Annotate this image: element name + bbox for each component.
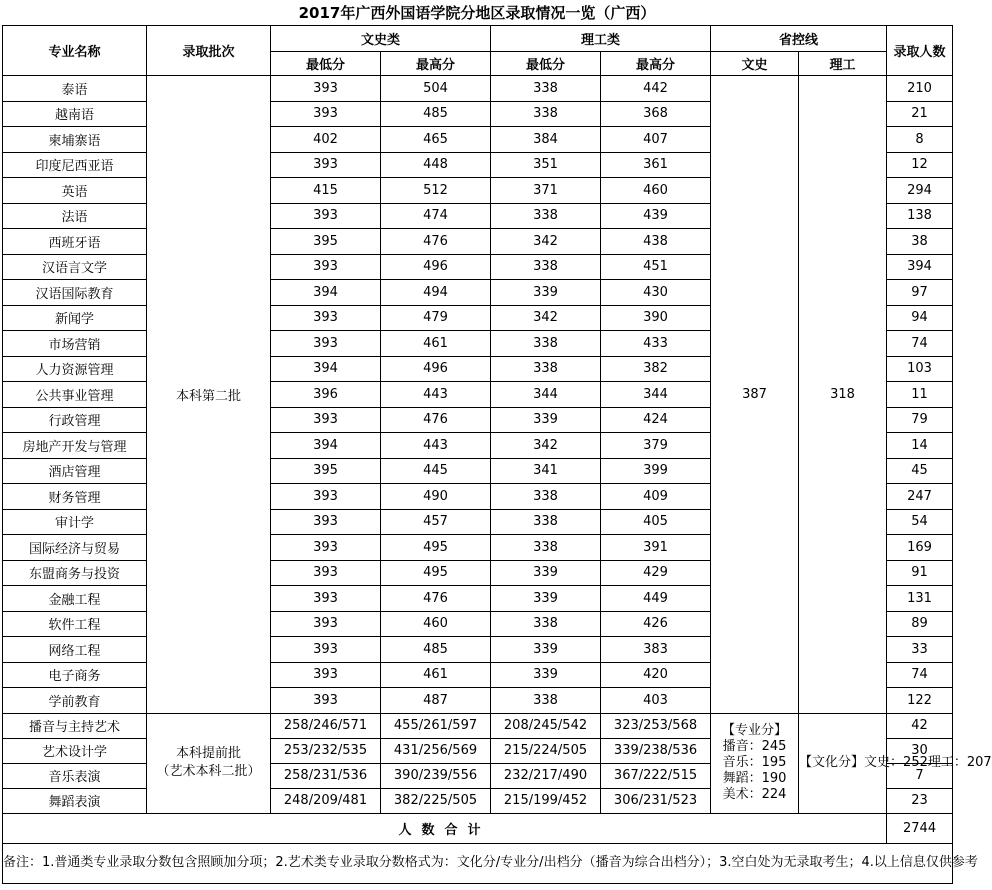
science-min-score: 342 (491, 305, 601, 331)
header-enrolled: 录取人数 (887, 26, 953, 76)
major-name: 汉语国际教育 (3, 280, 147, 306)
science-max-score: 390 (601, 305, 711, 331)
batch-art-line2: （艺术本科二批） (156, 764, 261, 779)
enrolled-count: 14 (887, 433, 953, 459)
liberal-min-score: 393 (271, 254, 381, 280)
science-max-score: 405 (601, 509, 711, 535)
science-max-score: 344 (601, 382, 711, 408)
liberal-max-score: 461 (381, 662, 491, 688)
science-max-score: 407 (601, 127, 711, 153)
science-min-score: 344 (491, 382, 601, 408)
enrolled-count: 8 (887, 127, 953, 153)
major-name: 电子商务 (3, 662, 147, 688)
admission-table (2, 25, 992, 884)
batch-art (147, 713, 271, 813)
liberal-max-score: 494 (381, 280, 491, 306)
art-culture-score-item: 文史：252 (864, 755, 928, 770)
liberal-max-score: 495 (381, 560, 491, 586)
liberal-min-score: 393 (271, 509, 381, 535)
art-major-score-lines (711, 713, 799, 813)
control-line-science: 318 (799, 76, 887, 714)
liberal-max-score: 382/225/505 (381, 788, 491, 813)
major-name: 行政管理 (3, 407, 147, 433)
science-max-score: 424 (601, 407, 711, 433)
header-liberal-max: 最高分 (381, 52, 491, 76)
liberal-max-score: 476 (381, 586, 491, 612)
liberal-min-score: 393 (271, 484, 381, 510)
enrolled-count: 210 (887, 76, 953, 102)
major-name: 人力资源管理 (3, 356, 147, 382)
science-min-score: 339 (491, 560, 601, 586)
enrolled-count: 74 (887, 662, 953, 688)
enrolled-count: 247 (887, 484, 953, 510)
liberal-min-score: 393 (271, 407, 381, 433)
science-min-score: 342 (491, 433, 601, 459)
science-min-score: 341 (491, 458, 601, 484)
major-name: 东盟商务与投资 (3, 560, 147, 586)
liberal-max-score: 443 (381, 433, 491, 459)
footnote: 备注：1.普通类专业录取分数包含照顾加分项；2.艺术类专业录取分数格式为：文化分/专业分/出档分（播音为综合出档分）；3.空白处为无录取考生；4.以上信息仅供参考 (3, 843, 953, 883)
science-max-score: 409 (601, 484, 711, 510)
science-min-score: 338 (491, 509, 601, 535)
science-max-score: 367/222/515 (601, 763, 711, 788)
art-major-score-item: 美术：224 (722, 787, 787, 802)
enrolled-count: 89 (887, 611, 953, 637)
science-min-score: 338 (491, 535, 601, 561)
art-table-body (3, 713, 992, 813)
science-max-score: 438 (601, 229, 711, 255)
liberal-max-score: 443 (381, 382, 491, 408)
major-name: 新闻学 (3, 305, 147, 331)
liberal-max-score: 457 (381, 509, 491, 535)
major-name: 西班牙语 (3, 229, 147, 255)
liberal-max-score: 461 (381, 331, 491, 357)
enrolled-count: 54 (887, 509, 953, 535)
science-max-score: 339/238/536 (601, 738, 711, 763)
major-name: 越南语 (3, 101, 147, 127)
liberal-min-score: 393 (271, 305, 381, 331)
science-min-score: 338 (491, 331, 601, 357)
science-min-score: 208/245/542 (491, 713, 601, 738)
enrolled-count: 294 (887, 178, 953, 204)
header-row-1 (3, 26, 953, 52)
science-min-score: 351 (491, 152, 601, 178)
science-min-score: 338 (491, 254, 601, 280)
science-max-score: 451 (601, 254, 711, 280)
science-min-score: 338 (491, 611, 601, 637)
major-name: 印度尼西亚语 (3, 152, 147, 178)
liberal-min-score: 393 (271, 688, 381, 714)
liberal-min-score: 393 (271, 152, 381, 178)
header-control-science: 理工 (799, 52, 887, 76)
science-max-score: 403 (601, 688, 711, 714)
art-major-score-item: 播音：245 (722, 739, 787, 754)
page-title: 2017年广西外国语学院分地区录取情况一览（广西） (298, 4, 656, 22)
major-name: 柬埔寨语 (3, 127, 147, 153)
major-name: 学前教育 (3, 688, 147, 714)
liberal-min-score: 395 (271, 458, 381, 484)
liberal-min-score: 248/209/481 (271, 788, 381, 813)
liberal-max-score: 455/261/597 (381, 713, 491, 738)
science-min-score: 338 (491, 101, 601, 127)
enrolled-count: 23 (887, 788, 953, 813)
enrolled-count: 79 (887, 407, 953, 433)
science-max-score: 420 (601, 662, 711, 688)
batch-regular: 本科第二批 (147, 76, 271, 714)
art-major-score-item: 舞蹈：190 (722, 771, 787, 786)
enrolled-count: 97 (887, 280, 953, 306)
liberal-min-score: 253/232/535 (271, 738, 381, 763)
liberal-min-score: 258/231/536 (271, 763, 381, 788)
science-min-score: 384 (491, 127, 601, 153)
science-max-score: 391 (601, 535, 711, 561)
liberal-max-score: 474 (381, 203, 491, 229)
enrolled-count: 11 (887, 382, 953, 408)
science-max-score: 433 (601, 331, 711, 357)
liberal-max-score: 485 (381, 637, 491, 663)
science-min-score: 342 (491, 229, 601, 255)
header-liberal-min: 最低分 (271, 52, 381, 76)
art-table-row (3, 713, 953, 738)
enrolled-count: 7 (887, 763, 953, 788)
liberal-min-score: 402 (271, 127, 381, 153)
science-max-score: 379 (601, 433, 711, 459)
science-min-score: 338 (491, 484, 601, 510)
art-culture-score-heading: 【文化分】 (799, 755, 865, 770)
liberal-min-score: 258/246/571 (271, 713, 381, 738)
enrolled-count: 394 (887, 254, 953, 280)
note-row (3, 843, 953, 883)
enrolled-count: 12 (887, 152, 953, 178)
science-max-score: 449 (601, 586, 711, 612)
major-name: 软件工程 (3, 611, 147, 637)
liberal-min-score: 393 (271, 331, 381, 357)
enrolled-count: 94 (887, 305, 953, 331)
science-max-score: 399 (601, 458, 711, 484)
science-max-score: 460 (601, 178, 711, 204)
art-major-score-heading: 【专业分】 (722, 723, 788, 738)
enrolled-count: 91 (887, 560, 953, 586)
enrolled-count: 38 (887, 229, 953, 255)
liberal-max-score: 487 (381, 688, 491, 714)
header-science-min: 最低分 (491, 52, 601, 76)
major-name: 财务管理 (3, 484, 147, 510)
liberal-min-score: 395 (271, 229, 381, 255)
liberal-max-score: 485 (381, 101, 491, 127)
liberal-max-score: 495 (381, 535, 491, 561)
science-min-score: 371 (491, 178, 601, 204)
liberal-max-score: 390/239/556 (381, 763, 491, 788)
major-name: 法语 (3, 203, 147, 229)
total-label: 人数合计 (3, 813, 887, 843)
header-control-line: 省控线 (711, 26, 887, 52)
liberal-max-score: 504 (381, 76, 491, 102)
liberal-min-score: 393 (271, 611, 381, 637)
liberal-min-score: 393 (271, 101, 381, 127)
table-row (3, 76, 953, 102)
liberal-min-score: 396 (271, 382, 381, 408)
enrolled-count: 45 (887, 458, 953, 484)
header-science: 理工类 (491, 26, 711, 52)
liberal-max-score: 496 (381, 254, 491, 280)
science-min-score: 338 (491, 76, 601, 102)
liberal-max-score: 512 (381, 178, 491, 204)
science-max-score: 430 (601, 280, 711, 306)
table-body (3, 76, 953, 714)
total-value: 2744 (887, 813, 953, 843)
major-name: 泰语 (3, 76, 147, 102)
science-max-score: 442 (601, 76, 711, 102)
science-min-score: 339 (491, 586, 601, 612)
major-name: 艺术设计学 (3, 738, 147, 763)
enrolled-count: 74 (887, 331, 953, 357)
enrolled-count: 103 (887, 356, 953, 382)
header-major: 专业名称 (3, 26, 147, 76)
total-row (3, 813, 953, 843)
header-liberal: 文史类 (271, 26, 491, 52)
liberal-max-score: 448 (381, 152, 491, 178)
header-science-max: 最高分 (601, 52, 711, 76)
liberal-min-score: 394 (271, 433, 381, 459)
science-max-score: 429 (601, 560, 711, 586)
art-major-score-item: 音乐：195 (722, 755, 787, 770)
major-name: 审计学 (3, 509, 147, 535)
control-line-liberal: 387 (711, 76, 799, 714)
liberal-max-score: 479 (381, 305, 491, 331)
enrolled-count: 131 (887, 586, 953, 612)
liberal-min-score: 393 (271, 203, 381, 229)
science-min-score: 339 (491, 637, 601, 663)
science-min-score: 215/199/452 (491, 788, 601, 813)
science-max-score: 306/231/523 (601, 788, 711, 813)
science-max-score: 382 (601, 356, 711, 382)
liberal-min-score: 393 (271, 662, 381, 688)
liberal-min-score: 394 (271, 280, 381, 306)
major-name: 国际经济与贸易 (3, 535, 147, 561)
major-name: 音乐表演 (3, 763, 147, 788)
liberal-min-score: 393 (271, 637, 381, 663)
major-name: 播音与主持艺术 (3, 713, 147, 738)
major-name: 汉语言文学 (3, 254, 147, 280)
liberal-max-score: 490 (381, 484, 491, 510)
liberal-min-score: 415 (271, 178, 381, 204)
liberal-max-score: 476 (381, 407, 491, 433)
liberal-min-score: 393 (271, 76, 381, 102)
liberal-min-score: 393 (271, 586, 381, 612)
science-max-score: 323/253/568 (601, 713, 711, 738)
major-name: 房地产开发与管理 (3, 433, 147, 459)
science-max-score: 383 (601, 637, 711, 663)
science-min-score: 338 (491, 688, 601, 714)
enrolled-count: 42 (887, 713, 953, 738)
enrolled-count: 122 (887, 688, 953, 714)
header-control-liberal: 文史 (711, 52, 799, 76)
enrolled-count: 33 (887, 637, 953, 663)
major-name: 酒店管理 (3, 458, 147, 484)
liberal-max-score: 460 (381, 611, 491, 637)
liberal-max-score: 465 (381, 127, 491, 153)
science-min-score: 339 (491, 662, 601, 688)
science-max-score: 368 (601, 101, 711, 127)
science-max-score: 439 (601, 203, 711, 229)
enrolled-count: 138 (887, 203, 953, 229)
major-name: 金融工程 (3, 586, 147, 612)
art-culture-score-item: 理工：207 (927, 755, 992, 770)
science-max-score: 426 (601, 611, 711, 637)
major-name: 网络工程 (3, 637, 147, 663)
liberal-min-score: 394 (271, 356, 381, 382)
science-max-score: 361 (601, 152, 711, 178)
science-min-score: 338 (491, 356, 601, 382)
enrolled-count: 30 (887, 738, 953, 763)
major-name: 英语 (3, 178, 147, 204)
enrolled-count: 169 (887, 535, 953, 561)
liberal-min-score: 393 (271, 535, 381, 561)
liberal-min-score: 393 (271, 560, 381, 586)
major-name: 舞蹈表演 (3, 788, 147, 813)
liberal-max-score: 445 (381, 458, 491, 484)
batch-art-line1: 本科提前批 (175, 746, 241, 761)
major-name: 市场营销 (3, 331, 147, 357)
science-min-score: 215/224/505 (491, 738, 601, 763)
science-min-score: 339 (491, 407, 601, 433)
liberal-max-score: 476 (381, 229, 491, 255)
science-min-score: 339 (491, 280, 601, 306)
science-min-score: 232/217/490 (491, 763, 601, 788)
major-name: 公共事业管理 (3, 382, 147, 408)
liberal-max-score: 496 (381, 356, 491, 382)
header-batch: 录取批次 (147, 26, 271, 76)
science-min-score: 338 (491, 203, 601, 229)
liberal-max-score: 431/256/569 (381, 738, 491, 763)
enrolled-count: 21 (887, 101, 953, 127)
